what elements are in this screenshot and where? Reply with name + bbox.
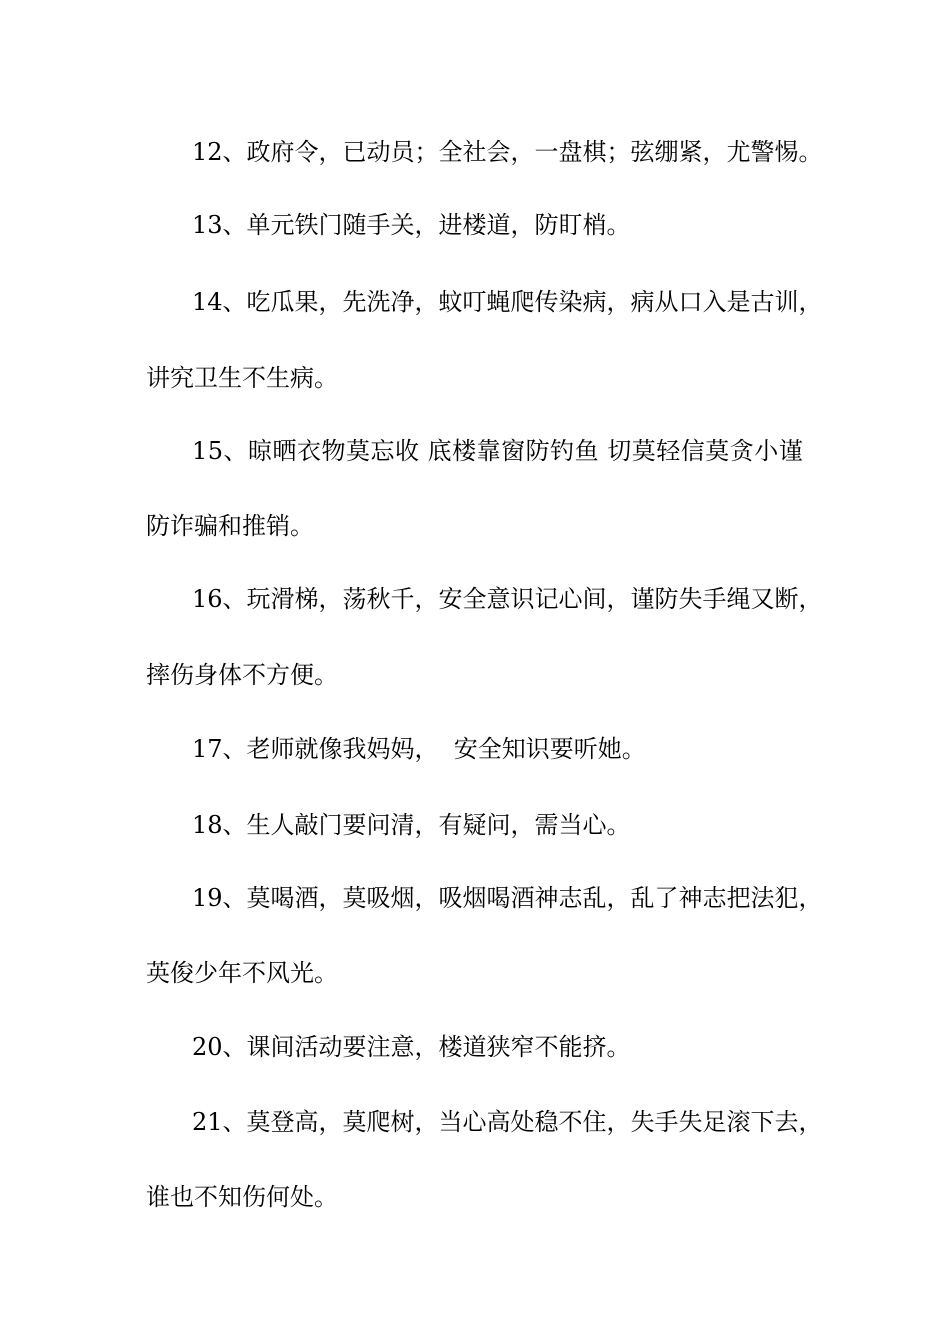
item-20-line-1: 20、课间活动要注意，楼道狭窄不能挤。 bbox=[192, 1033, 631, 1061]
item-14-line-1: 14、吃瓜果，先洗净，蚊叮蝇爬传染病，病从口入是古训， bbox=[192, 288, 823, 316]
item-14-line-2: 讲究卫生不生病。 bbox=[146, 364, 338, 392]
item-21-line-1: 21、莫登高，莫爬树，当心高处稳不住，失手失足滚下去， bbox=[192, 1108, 823, 1136]
item-19-line-2: 英俊少年不风光。 bbox=[146, 959, 338, 987]
item-16-line-1: 16、玩滑梯，荡秋千，安全意识记心间，谨防失手绳又断， bbox=[192, 585, 823, 613]
item-12-line-1: 12、政府令，已动员；全社会，一盘棋；弦绷紧，尤警惕。 bbox=[192, 138, 823, 166]
item-15-line-2: 防诈骗和推销。 bbox=[146, 512, 314, 540]
item-19-line-1: 19、莫喝酒，莫吸烟，吸烟喝酒神志乱，乱了神志把法犯， bbox=[192, 884, 823, 912]
item-16-line-2: 摔伤身体不方便。 bbox=[146, 661, 338, 689]
item-17-line-1: 17、老师就像我妈妈， 安全知识要听她。 bbox=[192, 735, 646, 763]
item-21-line-2: 谁也不知伤何处。 bbox=[146, 1183, 338, 1211]
item-13-line-1: 13、单元铁门随手关，进楼道，防盯梢。 bbox=[192, 211, 631, 239]
item-15-line-1: 15、晾晒衣物莫忘收 底楼靠窗防钓鱼 切莫轻信莫贪小谨 bbox=[192, 437, 804, 465]
item-18-line-1: 18、生人敲门要问清，有疑问，需当心。 bbox=[192, 811, 631, 839]
